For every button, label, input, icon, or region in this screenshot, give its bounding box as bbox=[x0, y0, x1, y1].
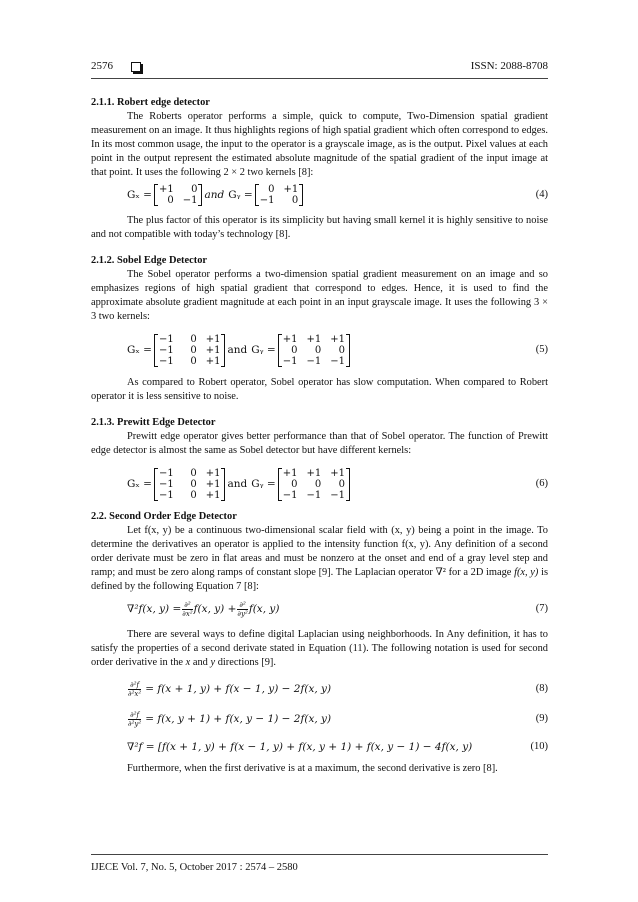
matrix-cell: 0 bbox=[314, 344, 322, 356]
equation-number: (7) bbox=[535, 603, 548, 614]
matrix-cell: −1 bbox=[158, 344, 174, 356]
second-paragraph-2 bbox=[91, 628, 548, 670]
second-p1-text-a: Let f(x, y) be a continuous two-dimensional scalar field with (x, y) being a point in the image. To determine the derivatives an operator is applied to the intensity function f(x, y). Any definition of a second order derivate must be zero in flat areas and must be nonzero at the onset and end of a gray level step and ramp; and must be zero along ramps of constant slope [9]. The Laplacian operator ∇² for a 2D image bbox=[91, 525, 548, 578]
header-rule bbox=[91, 78, 548, 79]
matrix-cell: +1 bbox=[205, 467, 221, 479]
square-bullet-icon bbox=[131, 62, 141, 72]
matrix-cell: 0 bbox=[167, 195, 174, 206]
matrix-cell: 0 bbox=[291, 195, 299, 206]
journal-footer: IJECE Vol. 7, No. 5, October 2017 : 2574 – 2580 bbox=[91, 862, 298, 873]
eq5-and: and bbox=[227, 344, 248, 356]
matrix-cell: 0 bbox=[268, 184, 275, 195]
eq7-fraction-1 bbox=[182, 601, 192, 618]
matrix-cell: +1 bbox=[205, 355, 221, 367]
second-p2-and: and bbox=[190, 657, 211, 668]
frac-num: ∂² bbox=[239, 600, 246, 609]
issn-label: ISSN: 2088-8708 bbox=[470, 60, 548, 72]
equation-number: (8) bbox=[535, 683, 548, 694]
matrix-cell: −1 bbox=[158, 333, 174, 345]
matrix-cell: −1 bbox=[306, 355, 322, 367]
equation-number: (4) bbox=[535, 189, 548, 200]
frac-den: ∂y² bbox=[237, 609, 248, 618]
matrix-cell: +1 bbox=[205, 333, 221, 345]
matrix-cell: +1 bbox=[205, 478, 221, 490]
matrix-cell: +1 bbox=[330, 467, 345, 479]
eq5-gx-label: Gₓ = bbox=[127, 344, 152, 356]
second-p1-text-b: is defined by the following Equation 7 [8]: bbox=[91, 567, 548, 592]
eq4-and: and bbox=[204, 189, 225, 201]
matrix-cell: 0 bbox=[190, 333, 197, 345]
second-p2-x: x bbox=[185, 657, 191, 668]
frac-num: ∂²f bbox=[130, 710, 140, 719]
eq8-fraction bbox=[128, 681, 141, 698]
matrix-cell: −1 bbox=[282, 489, 298, 501]
matrix-cell: 0 bbox=[190, 489, 197, 501]
sobel-paragraph-1: The Sobel operator performs a two-dimension spatial gradient measurement on an image and so emphasizes regions of high spatial gradient that correspond to edges. Hence, it is used to find the approximate absolute gradient magnitude at each point in an input grayscale image. It uses the following 3 × 3 two kernels: bbox=[91, 269, 548, 322]
prewitt-kernel-x bbox=[154, 468, 226, 501]
matrix-cell: +1 bbox=[330, 333, 345, 345]
matrix-cell: 0 bbox=[190, 467, 197, 479]
second-p2-text-a: There are several ways to define digital Laplacian using neighborhoods. In Any definition, it has to satisfy the properties of a second derivate stated in Equation (11). The following notation is used for second order derivative in the bbox=[91, 629, 548, 668]
matrix-cell: +1 bbox=[205, 344, 221, 356]
frac-num: ∂² bbox=[184, 600, 191, 609]
matrix-cell: −1 bbox=[182, 195, 198, 206]
frac-num: ∂²f bbox=[130, 680, 140, 689]
matrix-cell: 0 bbox=[291, 478, 298, 490]
robert-paragraph-2: The plus factor of this operator is its simplicity but having small kernel it is highly sensitive to noise and not compatible with today’s technology [8]. bbox=[91, 215, 548, 240]
eq7-fraction-2 bbox=[237, 601, 247, 618]
equation-number: (9) bbox=[535, 713, 548, 724]
robert-kernel-x bbox=[154, 184, 203, 206]
heading-second-order: 2.2. Second Order Edge Detector bbox=[91, 511, 237, 522]
matrix-cell: +1 bbox=[158, 184, 174, 195]
matrix-cell: −1 bbox=[158, 355, 174, 367]
equation-7 bbox=[127, 594, 548, 624]
page-number: 2576 bbox=[91, 60, 113, 72]
eq9-fraction bbox=[128, 711, 141, 728]
equation-number: (6) bbox=[535, 478, 548, 489]
eq7-lhs: ∇²f(x, y) = bbox=[127, 603, 182, 615]
eq6-and: and bbox=[227, 478, 248, 490]
prewitt-kernel-y bbox=[278, 468, 350, 501]
equation-8 bbox=[127, 674, 548, 704]
sobel-kernel-y bbox=[278, 334, 350, 367]
second-paragraph-3: Furthermore, when the first derivative is at a maximum, the second derivative is zero [8]. bbox=[127, 763, 498, 774]
frac-den: ∂x² bbox=[182, 609, 193, 618]
matrix-cell: 0 bbox=[190, 478, 197, 490]
matrix-cell: 0 bbox=[190, 344, 197, 356]
eq10-expression: ∇²f = [f(x + 1, y) + f(x − 1, y) + f(x, y + 1) + f(x, y − 1) − 4f(x, y) bbox=[127, 741, 473, 753]
matrix-cell: −1 bbox=[158, 478, 174, 490]
matrix-cell: −1 bbox=[158, 467, 174, 479]
equation-5 bbox=[127, 328, 548, 372]
second-p1-fxy: f(x, y) bbox=[514, 567, 539, 578]
frac-den: ∂²y² bbox=[128, 719, 142, 728]
footer-rule bbox=[91, 854, 548, 855]
main-content bbox=[91, 96, 548, 776]
equation-10 bbox=[127, 734, 548, 760]
matrix-cell: +1 bbox=[282, 333, 298, 345]
eq6-gy-label: Gᵧ = bbox=[251, 478, 276, 490]
matrix-cell: +1 bbox=[283, 184, 299, 195]
eq4-gx-label: Gₓ = bbox=[127, 189, 152, 201]
sobel-kernel-x bbox=[154, 334, 226, 367]
eq5-gy-label: Gᵧ = bbox=[251, 344, 276, 356]
eq8-rhs: = f(x + 1, y) + f(x − 1, y) − 2f(x, y) bbox=[145, 683, 332, 695]
eq4-gy-label: Gᵧ = bbox=[228, 189, 253, 201]
eq7-rhs: f(x, y) bbox=[248, 603, 280, 615]
frac-den: ∂²x² bbox=[128, 689, 142, 698]
heading-sobel: 2.1.2. Sobel Edge Detector bbox=[91, 255, 208, 266]
second-p2-y: y bbox=[210, 657, 216, 668]
matrix-cell: 0 bbox=[338, 344, 345, 356]
matrix-cell: 0 bbox=[314, 478, 322, 490]
heading-robert: 2.1.1. Robert edge detector bbox=[91, 97, 210, 108]
matrix-cell: −1 bbox=[306, 489, 322, 501]
second-p2-text-b: directions [9]. bbox=[215, 657, 276, 668]
matrix-cell: −1 bbox=[282, 355, 298, 367]
matrix-cell: −1 bbox=[259, 195, 275, 206]
eq7-mid: f(x, y) + bbox=[193, 603, 237, 615]
running-header bbox=[91, 60, 548, 76]
matrix-cell: +1 bbox=[282, 467, 298, 479]
matrix-cell: 0 bbox=[338, 478, 345, 490]
matrix-cell: 0 bbox=[291, 344, 298, 356]
equation-number: (5) bbox=[535, 344, 548, 355]
robert-paragraph-1: The Roberts operator performs a simple, quick to compute, Two-Dimension spatial gradient measurement on an image. It thus highlights regions of high spatial gradient which often correspond to edges. In its most common usage, the input to the operator is a grayscale image, as is the output. Pixel values at each point in the output represent the estimated absolute magnitude of the spatial gradient of the input image at that point. It uses the following 2 × 2 two kernels [8]: bbox=[91, 111, 548, 178]
matrix-cell: −1 bbox=[330, 355, 345, 367]
second-paragraph-1 bbox=[91, 524, 548, 594]
matrix-cell: 0 bbox=[190, 355, 197, 367]
matrix-cell: 0 bbox=[191, 184, 198, 195]
equation-number: (10) bbox=[530, 741, 548, 752]
prewitt-paragraph-1: Prewitt edge operator gives better performance than that of Sobel operator. The function of Prewitt edge detector is almost the same as Sobel detector but have different kernels: bbox=[91, 431, 548, 456]
equation-4 bbox=[127, 180, 548, 210]
matrix-cell: +1 bbox=[306, 467, 322, 479]
matrix-cell: −1 bbox=[330, 489, 345, 501]
sobel-paragraph-2: As compared to Robert operator, Sobel operator has slow computation. When compared to Robert operator it is less sensitive to noise. bbox=[91, 377, 548, 402]
robert-kernel-y bbox=[255, 184, 304, 206]
equation-9 bbox=[127, 704, 548, 734]
matrix-cell: +1 bbox=[306, 333, 322, 345]
matrix-cell: −1 bbox=[158, 489, 174, 501]
equation-6 bbox=[127, 462, 548, 506]
heading-prewitt: 2.1.3. Prewitt Edge Detector bbox=[91, 417, 216, 428]
eq9-rhs: = f(x, y + 1) + f(x, y − 1) − 2f(x, y) bbox=[145, 713, 332, 725]
eq6-gx-label: Gₓ = bbox=[127, 478, 152, 490]
matrix-cell: +1 bbox=[205, 489, 221, 501]
